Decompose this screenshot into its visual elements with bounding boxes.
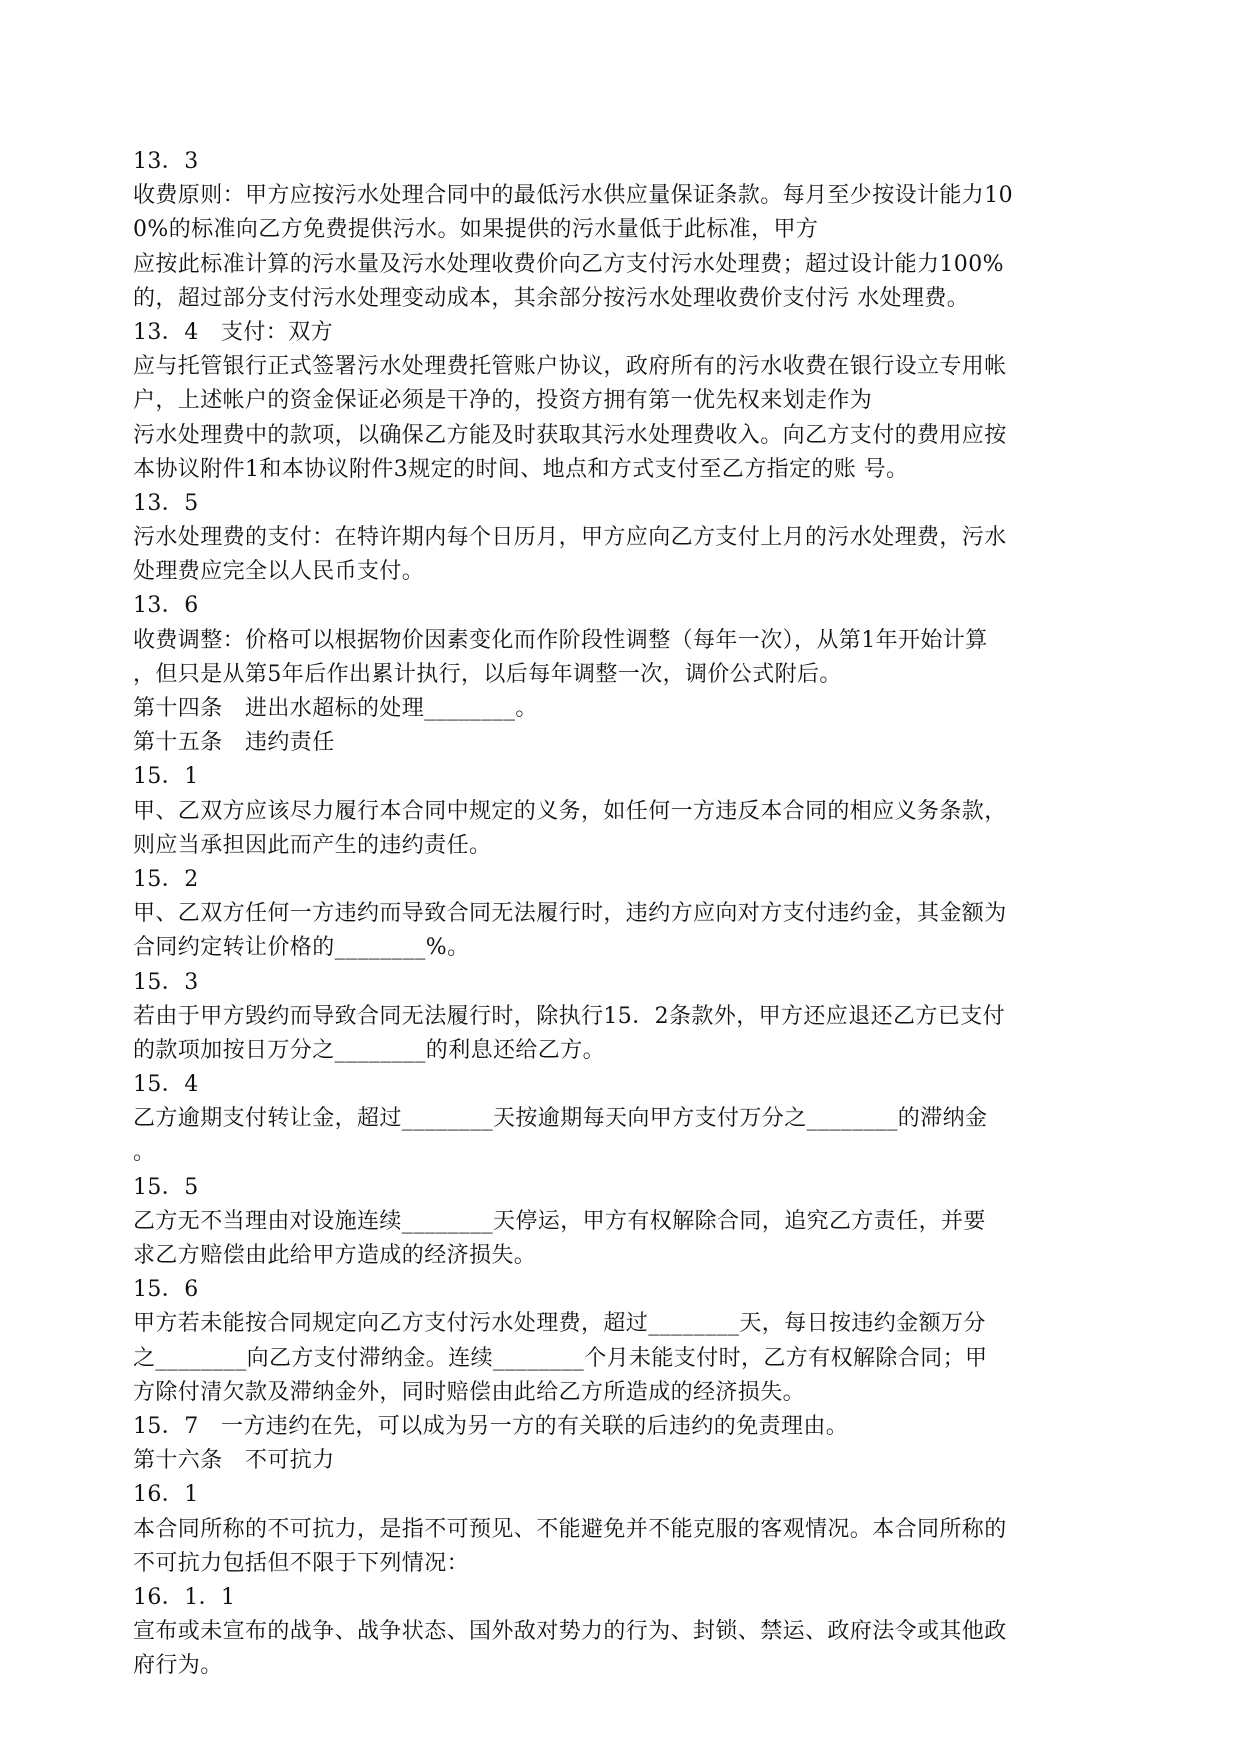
text-line: 15．4: [133, 1072, 199, 1098]
text-line: 宣布或未宣布的战争、战争状态、国外敌对势力的行为、封锁、禁运、政府法令或其他政: [133, 1619, 1007, 1645]
text-line: 的，超过部分支付污水处理变动成本，其余部分按污水处理收费价支付污 水处理费。: [133, 285, 970, 311]
text-line: 应与托管银行正式签署污水处理费托管账户协议，政府所有的污水收费在银行设立专用帐: [133, 354, 1007, 380]
text-line: 15．7 一方违约在先，可以成为另一方的有关联的后违约的免责理由。: [133, 1413, 849, 1439]
text-line: 15．5: [133, 1174, 199, 1200]
text-line: 0%的标准向乙方免费提供污水。如果提供的污水量低于此标准，甲方: [133, 217, 819, 243]
text-line: 第十六条 不可抗力: [133, 1448, 335, 1474]
text-line: ，但只是从第5年后作出累计执行，以后每年调整一次，调价公式附后。: [133, 661, 842, 687]
text-line: 。: [133, 1140, 156, 1166]
text-line: 13．3: [133, 149, 199, 174]
text-line: 15．2: [133, 866, 199, 892]
text-line: 处理费应完全以人民币支付。: [133, 559, 425, 585]
text-line: 求乙方赔偿由此给甲方造成的经济损失。: [133, 1243, 537, 1268]
text-line: 16．1．1: [133, 1584, 236, 1610]
text-line: 甲、乙双方任何一方违约而导致合同无法履行时，违约方应向对方支付违约金，其金额为: [133, 901, 1007, 927]
text-line: 13．6: [133, 593, 199, 619]
text-line: 应按此标准计算的污水量及污水处理收费价向乙方支付污水处理费；超过设计能力100%: [133, 251, 1004, 277]
text-line: 乙方逾期支付转让金，超过________天按逾期每天向甲方支付万分之________的滞纳金: [133, 1106, 988, 1132]
text-line: 第十四条 进出水超标的处理________。: [133, 696, 538, 721]
text-line: 则应当承担因此而产生的违约责任。: [133, 832, 492, 858]
text-line: 污水处理费的支付：在特许期内每个日历月，甲方应向乙方支付上月的污水处理费，污水: [133, 525, 1007, 551]
text-line: 本协议附件1和本协议附件3规定的时间、地点和方式支付至乙方指定的账 号。: [133, 456, 909, 482]
text-line: 若由于甲方毁约而导致合同无法履行时，除执行15．2条款外，甲方还应退还乙方已支付: [133, 1003, 1005, 1029]
text-line: 之________向乙方支付滞纳金。连续________个月未能支付时，乙方有权解除合同；甲: [133, 1345, 988, 1371]
text-line: 收费原则：甲方应按污水处理合同中的最低污水供应量保证条款。每月至少按设计能力10: [133, 183, 1013, 209]
text-line: 府行为。: [133, 1653, 223, 1679]
text-line: 方除付清欠款及滞纳金外，同时赔偿由此给乙方所造成的经济损失。: [133, 1379, 806, 1405]
text-line: 乙方无不当理由对设施连续________天停运，甲方有权解除合同，追究乙方责任，并要: [133, 1208, 986, 1234]
text-line: 13．5: [133, 490, 199, 516]
text-line: 甲方若未能按合同规定向乙方支付污水处理费，超过________天，每日按违约金额万分: [133, 1311, 986, 1337]
text-line: 的款项加按日万分之________的利息还给乙方。: [133, 1037, 606, 1063]
text-line: 本合同所称的不可抗力，是指不可预见、不能避免并不能克服的客观情况。本合同所称的: [133, 1516, 1007, 1542]
text-line: 合同约定转让价格的________%。: [133, 935, 470, 961]
text-line: 收费调整：价格可以根据物价因素变化而作阶段性调整（每年一次），从第1年开始计算: [133, 627, 988, 653]
text-line: 第十五条 违约责任: [133, 730, 335, 756]
text-line: 污水处理费中的款项，以确保乙方能及时获取其污水处理费收入。向乙方支付的费用应按: [133, 422, 1007, 448]
document-page: [133, 145, 1123, 1683]
text-line: 甲、乙双方应该尽力履行本合同中规定的义务，如任何一方违反本合同的相应义务条款，: [133, 798, 1007, 824]
text-line: 15．1: [133, 764, 199, 790]
text-line: 不可抗力包括但不限于下列情况：: [133, 1550, 470, 1576]
text-line: 13．4 支付：双方: [133, 319, 333, 345]
text-line: 15．6: [133, 1277, 199, 1303]
text-line: 户，上述帐户的资金保证必须是干净的，投资方拥有第一优先权来划走作为: [133, 388, 873, 414]
text-line: 15．3: [133, 969, 199, 995]
text-line: 16．1: [133, 1482, 199, 1508]
